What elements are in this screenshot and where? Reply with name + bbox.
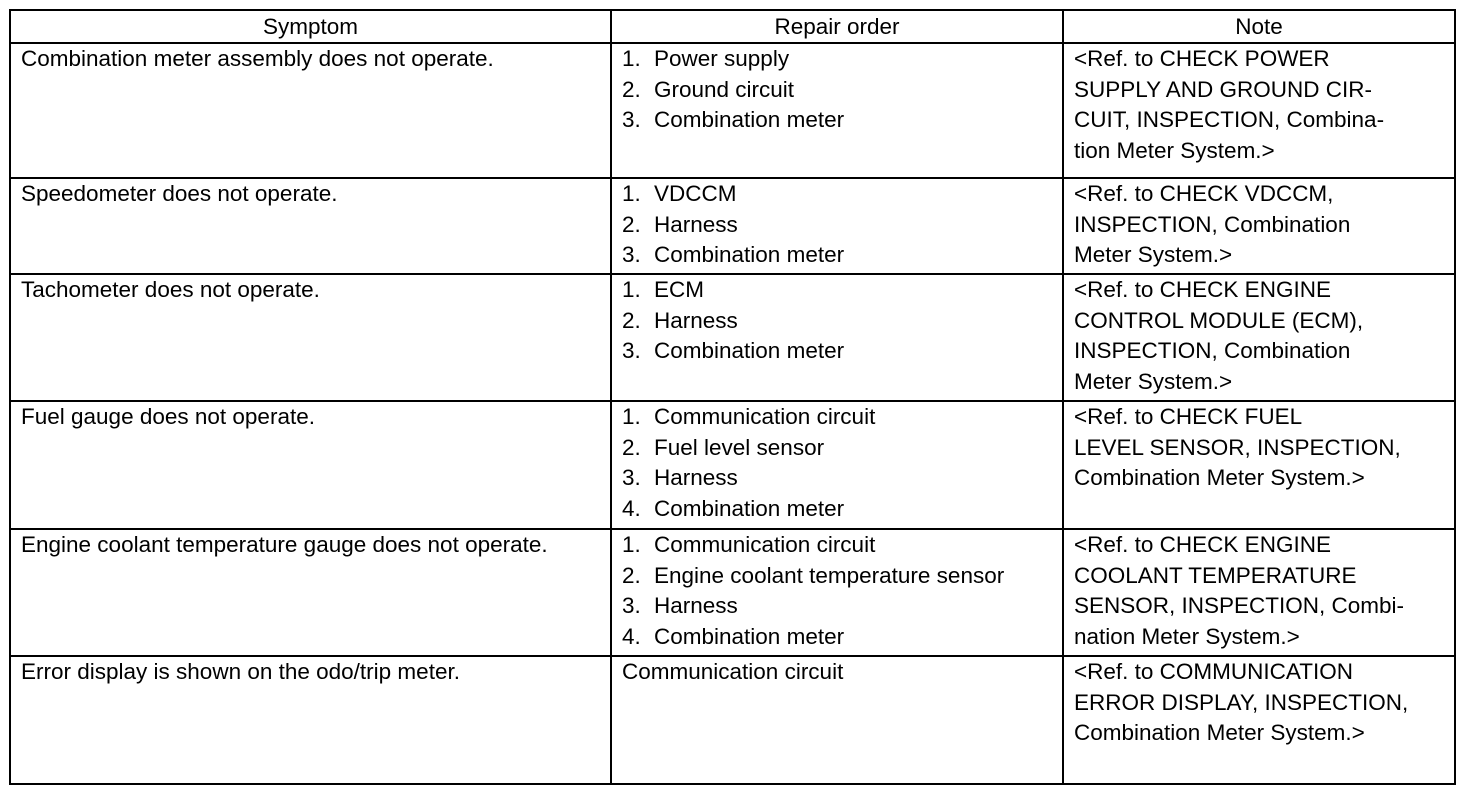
step-number: 3. — [622, 338, 641, 363]
step-number: 4. — [622, 623, 641, 649]
step-number: 1. — [622, 532, 641, 557]
repair-order-cell — [611, 274, 1063, 401]
step-text: VDCCM — [654, 181, 737, 206]
note-line: <Ref. to CHECK FUEL — [1074, 404, 1303, 429]
repair-step — [622, 336, 1054, 367]
step-text: Communication circuit — [654, 532, 876, 557]
note-cell — [1063, 43, 1455, 178]
symptom-text: Tachometer does not operate. — [21, 277, 320, 302]
table-row — [10, 401, 1455, 529]
repair-text: Communication circuit — [622, 659, 844, 684]
repair-step — [622, 530, 1054, 561]
step-text: Combination meter — [654, 107, 845, 132]
step-text: ECM — [654, 277, 704, 302]
step-text: Combination meter — [654, 242, 845, 267]
step-text: Combination meter — [654, 623, 845, 649]
repair-step — [622, 402, 1054, 433]
note-line: SUPPLY AND GROUND CIR- — [1074, 76, 1372, 102]
note-line: Combination Meter System.> — [1074, 465, 1365, 490]
note-line: COOLANT TEMPERATURE — [1074, 562, 1357, 588]
step-number: 1. — [622, 46, 641, 71]
step-number: 4. — [622, 495, 641, 521]
step-text: Power supply — [654, 46, 790, 71]
header-note: Note — [1063, 10, 1455, 43]
step-text: Fuel level sensor — [654, 434, 825, 460]
note-line: LEVEL SENSOR, INSPECTION, — [1074, 434, 1401, 460]
note-cell — [1063, 274, 1455, 401]
repair-step — [622, 494, 1054, 525]
repair-step — [622, 591, 1054, 622]
repair-order-cell — [611, 656, 1063, 784]
note-line: Meter System.> — [1074, 242, 1233, 267]
repair-step — [622, 44, 1054, 75]
header-row — [10, 10, 1455, 43]
step-number: 2. — [622, 562, 641, 588]
repair-step — [622, 240, 1054, 271]
table-row — [10, 529, 1455, 656]
step-number: 2. — [622, 76, 641, 102]
step-number: 3. — [622, 593, 641, 618]
diagnosis-table — [9, 9, 1456, 785]
note-line: <Ref. to CHECK ENGINE — [1074, 277, 1331, 302]
step-number: 1. — [622, 404, 641, 429]
repair-step — [622, 463, 1054, 494]
note-cell — [1063, 401, 1455, 529]
step-text: Engine coolant temperature sensor — [654, 562, 1005, 588]
repair-step — [622, 275, 1054, 306]
repair-step — [622, 622, 1054, 653]
note-line: Combination Meter System.> — [1074, 720, 1365, 745]
repair-steps — [622, 275, 1054, 367]
repair-steps — [622, 402, 1054, 524]
note-line: CONTROL MODULE (ECM), — [1074, 307, 1364, 333]
symptom-text: Fuel gauge does not operate. — [21, 404, 315, 429]
note-line: CUIT, INSPECTION, Combina- — [1074, 107, 1385, 132]
repair-order-cell — [611, 401, 1063, 529]
note-line: SENSOR, INSPECTION, Combi- — [1074, 593, 1405, 618]
step-text: Harness — [654, 593, 738, 618]
step-text: Harness — [654, 307, 738, 333]
note-line: nation Meter System.> — [1074, 623, 1300, 649]
table-row — [10, 178, 1455, 274]
table-row — [10, 274, 1455, 401]
step-number: 3. — [622, 107, 641, 132]
step-number: 2. — [622, 307, 641, 333]
symptom-cell — [10, 43, 611, 178]
step-number: 1. — [622, 181, 641, 206]
note-line: <Ref. to CHECK ENGINE — [1074, 532, 1331, 557]
note-line: <Ref. to CHECK VDCCM, — [1074, 181, 1334, 206]
step-number: 1. — [622, 277, 641, 302]
header-symptom: Symptom — [10, 10, 611, 43]
repair-order-cell — [611, 529, 1063, 656]
note-cell — [1063, 656, 1455, 784]
symptom-cell — [10, 529, 611, 656]
symptom-cell — [10, 656, 611, 784]
repair-step — [622, 75, 1054, 106]
step-number: 3. — [622, 242, 641, 267]
step-number: 2. — [622, 211, 641, 237]
repair-steps — [622, 44, 1054, 136]
repair-step — [622, 306, 1054, 337]
repair-step — [622, 561, 1054, 592]
repair-step — [622, 105, 1054, 136]
repair-step — [622, 179, 1054, 210]
symptom-cell — [10, 178, 611, 274]
note-line: ERROR DISPLAY, INSPECTION, — [1074, 689, 1409, 715]
symptom-text: Combination meter assembly does not operate. — [21, 46, 494, 71]
symptom-text: Speedometer does not operate. — [21, 181, 338, 206]
table-row — [10, 656, 1455, 784]
note-line: Meter System.> — [1074, 368, 1233, 394]
step-text: Communication circuit — [654, 404, 876, 429]
step-number: 2. — [622, 434, 641, 460]
repair-steps — [622, 179, 1054, 271]
header-repair-order: Repair order — [611, 10, 1063, 43]
step-number: 3. — [622, 465, 641, 490]
step-text: Harness — [654, 465, 738, 490]
note-line: tion Meter System.> — [1074, 137, 1275, 163]
symptom-text: Error display is shown on the odo/trip meter. — [21, 659, 460, 684]
step-text: Combination meter — [654, 338, 845, 363]
repair-step — [622, 433, 1054, 464]
note-cell — [1063, 178, 1455, 274]
step-text: Combination meter — [654, 495, 845, 521]
symptom-text: Engine coolant temperature gauge does not operate. — [21, 532, 548, 557]
note-cell — [1063, 529, 1455, 656]
step-text: Harness — [654, 211, 738, 237]
repair-step — [622, 210, 1054, 241]
note-line: INSPECTION, Combination — [1074, 338, 1351, 363]
symptom-cell — [10, 274, 611, 401]
repair-order-cell — [611, 43, 1063, 178]
step-text: Ground circuit — [654, 76, 795, 102]
note-line: INSPECTION, Combination — [1074, 211, 1351, 237]
table-row — [10, 43, 1455, 178]
note-line: <Ref. to COMMUNICATION — [1074, 659, 1353, 684]
repair-order-cell — [611, 178, 1063, 274]
note-line: <Ref. to CHECK POWER — [1074, 46, 1330, 71]
symptom-cell — [10, 401, 611, 529]
repair-steps — [622, 530, 1054, 652]
